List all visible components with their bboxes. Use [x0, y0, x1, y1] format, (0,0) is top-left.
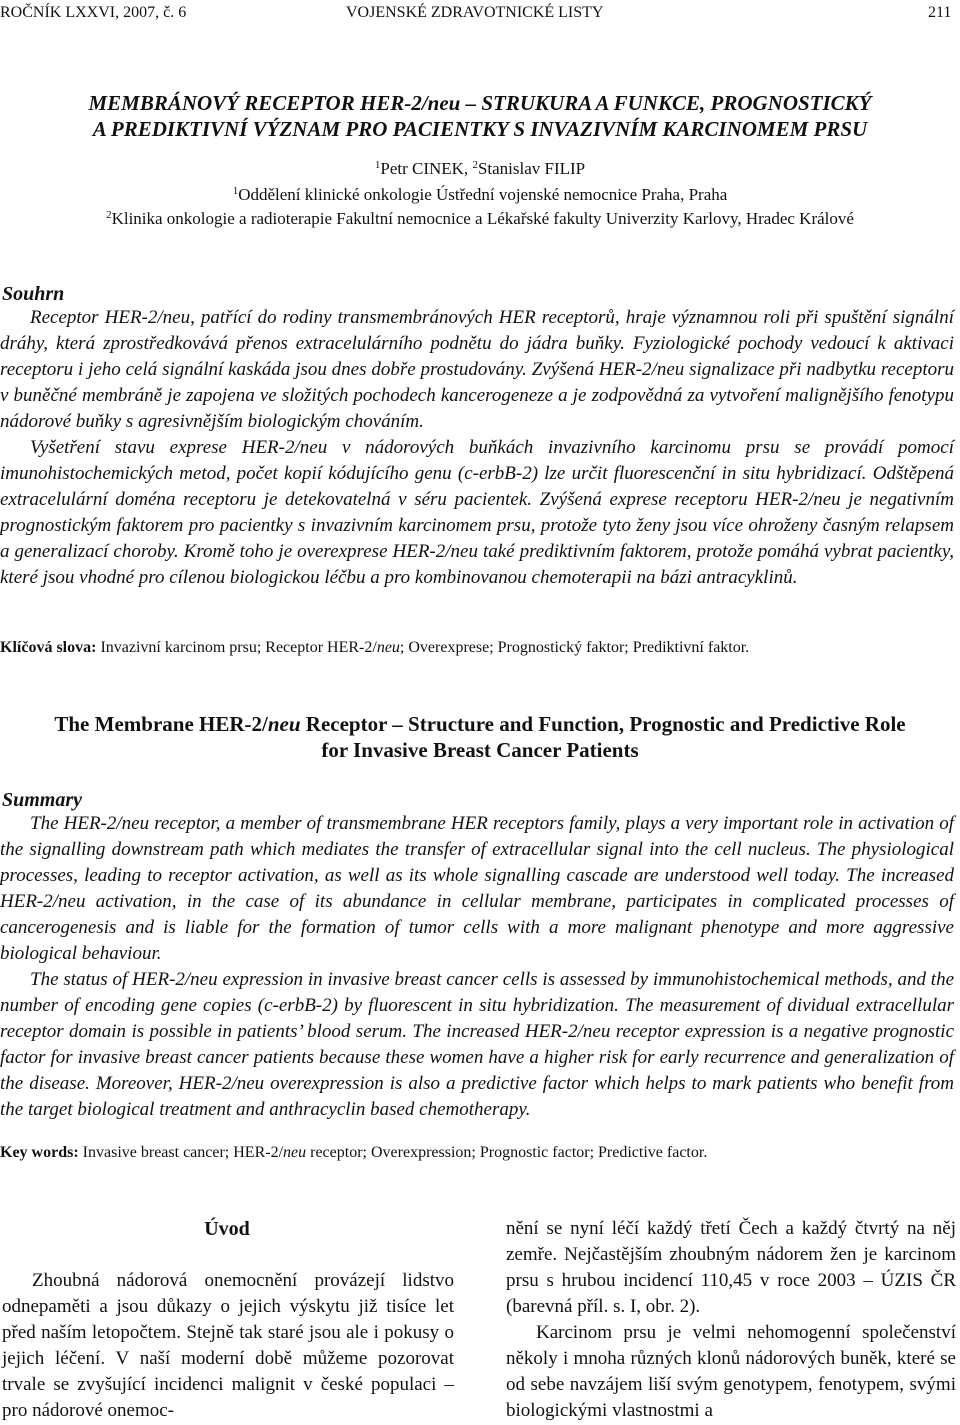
body-column-right — [506, 1216, 956, 1424]
title-en-part: The Membrane HER-2/ — [54, 712, 268, 736]
body-column-left — [2, 1268, 454, 1424]
article-title-en-line1 — [0, 711, 960, 737]
keywords-cz — [0, 637, 958, 659]
article-title-cz-line2: A PREDIKTIVNÍ VÝZNAM PRO PACIENTKY S INVAZIVNÍM KARCINOMEM PRSU — [92, 117, 868, 141]
souhrn-paragraph-1: Receptor HER-2/neu, patřící do rodiny transmembránových HER receptorů, hraje významnou roli při spuštění signální dráhy, která zprostředkovává přenos extracelulárního podnětu do jádra buňky. Fyziologické pochody vedoucí k aktivaci receptoru i jeho celá signální kaskáda jsou dnes dobře prostudovány. Zvýšená HER-2/neu signalizace při nadbytku receptoru v buněčné membráně je zapojena ve složitých pochodech kancerogeneze a je zodpovědná za vytvoření malignějšího fenotypu nádorové buňky s agresivnějším biologickým chováním. — [0, 307, 954, 432]
keywords-cz-label: Klíčová slova: — [0, 639, 97, 656]
affiliation-1 — [0, 184, 960, 206]
page-number: 211 — [928, 4, 952, 21]
summary-heading: Summary — [2, 789, 83, 811]
keywords-en-neu: neu — [283, 1144, 307, 1161]
author-name: Petr CINEK, — [380, 159, 473, 178]
keywords-en-text: Invasive breast cancer; HER-2/ — [78, 1144, 284, 1161]
summary-paragraph-1: The HER-2/neu receptor, a member of transmembrane HER receptors family, plays a very important role in activation of the signalling downstream path which mediates the transfer of extracellular signal into the cell nucleus. The physiological processes, leading to receptor activation, as well as its whole signalling cascade are understood well today. The increased HER-2/neu activation, in the case of its abundance in cellular membrane, participates in complicated processes of cancerogenesis and is liable for the formation of tumor cells with a more malignant phenotype and more aggressive biological behaviour. — [0, 813, 954, 964]
souhrn-paragraph-2: Vyšetření stavu exprese HER-2/neu v nádorových buňkách invazivního karcinomu prsu se provádí pomocí imunohistochemických metod, počet kopií kódujícího genu (c-erbB-2) lze určit fluorescenční in situ hybridizací. Odštěpená extracelulární doména receptoru je detekovatelná v séru pacientek. Zvýšená exprese receptoru HER-2/neu je negativním prognostickým faktorem pro pacientky s invazivním karcinomem prsu, protože tyto ženy jsou více ohroženy časným relapsem a generalizací choroby. Kromě toho je overexprese HER-2/neu také prediktivním faktorem, protože pomáhá vybrat pacientky, které jsou vhodné pro cílenou biologickou léčbu a pro kombinovanou chemoterapii na bázi antracyklinů. — [0, 437, 954, 588]
title-cz-part: MEMBRÁNOVÝ RECEPTOR HER-2/ — [88, 91, 428, 115]
uvod-paragraph-2: Karcinom prsu je velmi nehomogenní společenství několy i mnoha různých klonů nádorových buněk, které se od sebe navzájem liší svým genotypem, fenotypem, svými biologickými vlastnostmi a — [506, 1322, 956, 1421]
summary-body — [0, 811, 954, 1123]
uvod-heading: Úvod — [204, 1218, 250, 1240]
keywords-cz-text: ; Overexprese; Prognostický faktor; Prediktivní faktor. — [399, 639, 750, 656]
author-sup: 1 — [374, 159, 381, 171]
title-en-neu: neu — [267, 712, 301, 736]
author-name: Stanislav FILIP — [477, 159, 586, 178]
uvod-paragraph-1-left: Zhoubná nádorová onemocnění provázejí lidstvo odnepaměti a jsou důkazy o jejich výskytu již tisíce let před naším letopočtem. Stejně tak staré jsou ale i pokusy o jejich léčení. V naší moderní době můžeme pozorovat trvale se zvyšující incidenci malignit v české populaci – pro nádorové onemoc- — [2, 1270, 454, 1421]
summary-paragraph-2: The status of HER-2/neu expression in invasive breast cancer cells is assessed by immunohistochemical methods, and the number of encoding gene copies (c-erbB-2) by fluorescent in situ hybridization. The measurement of dividual extracellular receptor domain is possible in patients’ blood serum. The increased HER-2/neu receptor expression is a negative prognostic factor for invasive breast cancer patients because these women have a higher risk for early recurrence and generalization of the disease. Moreover, HER-2/neu overexpression is also a predictive factor which helps to mark patients who benefit from the target biological treatment and anthracyclin based chemotherapy. — [0, 969, 954, 1120]
title-en-part: Receptor – Structure and Function, Prognostic and Predictive Role — [300, 712, 906, 736]
uvod-paragraph-1-right: nění se nyní léčí každý třetí Čech a každý čtvrtý na něj zemře. Nejčastějším zhoubným nádorem žen je karcinom prsu s hrubou incidencí 110,45 v roce 2003 – ÚZIS ČR (barevná příl. s. I, obr. 2). — [506, 1218, 956, 1317]
article-title-cz-line1 — [0, 90, 960, 116]
keywords-cz-neu: neu — [376, 639, 400, 656]
running-header-journal-issue: ROČNÍK LXXVI, 2007, č. 6 — [0, 4, 187, 21]
article-title-en — [0, 711, 960, 763]
running-header-journal-name: VOJENSKÉ ZDRAVOTNICKÉ LISTY — [346, 4, 604, 21]
souhrn-heading: Souhrn — [2, 283, 65, 305]
article-title-cz — [0, 90, 960, 142]
affiliation-2 — [0, 208, 960, 230]
title-cz-neu: neu — [427, 91, 461, 115]
affiliation-sup: 1 — [232, 185, 239, 197]
affiliation-sup: 2 — [106, 209, 112, 221]
authors — [0, 158, 960, 180]
title-cz-part: – STRUKURA A FUNKCE, PROGNOSTICKÝ — [460, 91, 872, 115]
keywords-en — [0, 1142, 958, 1164]
affiliation-text: Oddělení klinické onkologie Ústřední vojenské nemocnice Praha, Praha — [238, 185, 728, 204]
keywords-en-text: receptor; Overexpression; Prognostic factor; Predictive factor. — [306, 1144, 708, 1161]
affiliation-text: Klinika onkologie a radioterapie Fakultní nemocnice a Lékařské fakulty Univerzity Karlovy, Hradec Králové — [111, 209, 854, 228]
keywords-en-label: Key words: — [0, 1144, 79, 1161]
article-title-en-line2: for Invasive Breast Cancer Patients — [321, 738, 639, 762]
souhrn-body — [0, 305, 954, 591]
author-sup: 2 — [472, 159, 478, 171]
keywords-cz-text: Invazivní karcinom prsu; Receptor HER-2/ — [96, 639, 377, 656]
